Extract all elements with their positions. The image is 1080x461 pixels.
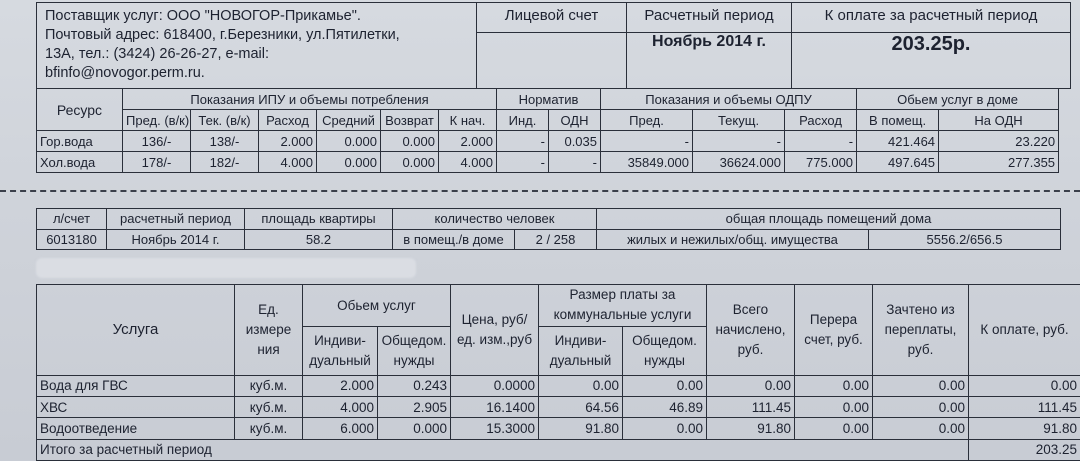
column-header: Расход bbox=[785, 110, 857, 131]
resource-name: Гор.вода bbox=[37, 131, 123, 152]
table-row bbox=[37, 375, 1080, 396]
cell: 0.00 bbox=[539, 375, 623, 396]
cell: - bbox=[601, 131, 693, 152]
cell: 2.000 bbox=[259, 131, 317, 152]
cell: 46.89 bbox=[623, 396, 707, 417]
cell: - bbox=[785, 131, 857, 152]
cell: 4.000 bbox=[303, 396, 378, 417]
column-header: Инд. bbox=[497, 110, 549, 131]
cell: 16.1400 bbox=[451, 396, 539, 417]
cell: 775.000 bbox=[785, 152, 857, 173]
column-header: Пред. bbox=[601, 110, 693, 131]
supplier-line: Поставщик услуг: ООО "НОВОГОР-Прикамье". bbox=[45, 8, 361, 24]
cell: 0.00 bbox=[795, 396, 873, 417]
house-volume-header: Обьем услуг в доме bbox=[857, 89, 1059, 110]
service-name: Водоотведение bbox=[37, 418, 235, 439]
period-label: Расчетный период bbox=[627, 3, 792, 33]
column-header: К нач. bbox=[439, 110, 497, 131]
norm-header: Норматив bbox=[497, 89, 601, 110]
cell: 64.56 bbox=[539, 396, 623, 417]
cell: 91.80 bbox=[539, 418, 623, 439]
cell: 182/- bbox=[191, 152, 259, 173]
cell: 111.45 bbox=[969, 396, 1080, 417]
total-row bbox=[37, 439, 1080, 460]
account-table bbox=[36, 208, 1061, 250]
cell: 4.000 bbox=[259, 152, 317, 173]
cell: 6.000 bbox=[303, 418, 378, 439]
total-label: Итого за расчетный период bbox=[37, 439, 969, 460]
receipt-header bbox=[36, 2, 1071, 89]
recalc-header: Перера счет, руб. bbox=[795, 285, 873, 376]
cell: 136/- bbox=[123, 131, 191, 152]
period-value-2: Ноябрь 2014 г. bbox=[107, 229, 245, 250]
cell: 497.645 bbox=[857, 152, 939, 173]
resource-header: Ресурс bbox=[37, 89, 123, 131]
table-row bbox=[37, 131, 1059, 152]
cell: 91.80 bbox=[707, 418, 795, 439]
account-value bbox=[477, 33, 627, 89]
cell: 36624.000 bbox=[693, 152, 785, 173]
area-value: 58.2 bbox=[245, 229, 393, 250]
cell: 0.00 bbox=[623, 375, 707, 396]
payment-header: Размер платы за коммунальные услуги bbox=[539, 285, 707, 327]
account-label: Лицевой счет bbox=[477, 3, 627, 33]
cell: 0.000 bbox=[317, 131, 381, 152]
cell: 0.00 bbox=[969, 375, 1080, 396]
column-header: ОДН bbox=[549, 110, 601, 131]
cell: 91.80 bbox=[969, 418, 1080, 439]
due-label: К оплате за расчетный период bbox=[792, 3, 1071, 33]
cell: куб.м. bbox=[235, 396, 303, 417]
pay-common-header: Общедом. нужды bbox=[623, 326, 707, 375]
cell: 178/- bbox=[123, 152, 191, 173]
service-name: Вода для ГВС bbox=[37, 375, 235, 396]
supplier-line: Почтовый адрес: 618400, г.Березники, ул.Пятилетки, bbox=[45, 27, 400, 43]
supplier-info bbox=[37, 3, 477, 89]
column-header: Текущ. bbox=[693, 110, 785, 131]
area-kind-label: жилых и нежилых/общ. имущества bbox=[597, 229, 869, 250]
total-value: 203.25 bbox=[969, 439, 1080, 460]
cell: 4.000 bbox=[439, 152, 497, 173]
ipu-header: Показания ИПУ и объемы потребления bbox=[123, 89, 497, 110]
cut-line bbox=[0, 190, 1080, 192]
cell: - bbox=[497, 152, 549, 173]
cell: 15.3000 bbox=[451, 418, 539, 439]
cell: 0.000 bbox=[381, 131, 439, 152]
total-header: Всего начислено, руб. bbox=[707, 285, 795, 376]
cell: 0.00 bbox=[795, 418, 873, 439]
period-header: расчетный период bbox=[107, 209, 245, 230]
cell: 421.464 bbox=[857, 131, 939, 152]
people-label: в помещ./в доме bbox=[393, 229, 515, 250]
meter-readings-table bbox=[36, 88, 1059, 173]
due-value: 203.25р. bbox=[792, 33, 1071, 89]
table-row bbox=[37, 418, 1080, 439]
due-header: К оплате, руб. bbox=[969, 285, 1080, 376]
cell: 0.00 bbox=[707, 375, 795, 396]
supplier-line: bfinfo@novogor.perm.ru. bbox=[45, 65, 205, 81]
supplier-line: 13А, тел.: (3424) 26-26-27, e-mail: bbox=[45, 46, 270, 62]
acc-value: 6013180 bbox=[37, 229, 107, 250]
cell: 23.220 bbox=[939, 131, 1059, 152]
volume-header: Обьем услуг bbox=[303, 285, 451, 327]
cell: 0.00 bbox=[873, 396, 969, 417]
cell: - bbox=[549, 152, 601, 173]
cell: 2.000 bbox=[439, 131, 497, 152]
table-row bbox=[37, 152, 1059, 173]
people-header: количество человек bbox=[393, 209, 597, 230]
period-value: Ноябрь 2014 г. bbox=[627, 33, 792, 89]
table-row bbox=[37, 396, 1080, 417]
cell: 0.00 bbox=[795, 375, 873, 396]
cell: 138/- bbox=[191, 131, 259, 152]
column-header: Возврат bbox=[381, 110, 439, 131]
volume-common-header: Общедом. нужды bbox=[378, 326, 451, 375]
column-header: Пред. (в/к) bbox=[123, 110, 191, 131]
odpu-header: Показания и объемы ОДПУ bbox=[601, 89, 857, 110]
cell: 35849.000 bbox=[601, 152, 693, 173]
cell: 2.000 bbox=[303, 375, 378, 396]
cell: 0.00 bbox=[873, 418, 969, 439]
overpay-header: Зачтено из переплаты, руб. bbox=[873, 285, 969, 376]
services-table bbox=[36, 284, 1080, 461]
total-area-value: 5556.2/656.5 bbox=[869, 229, 1061, 250]
cell: 0.0000 bbox=[451, 375, 539, 396]
cell: 111.45 bbox=[707, 396, 795, 417]
cell: куб.м. bbox=[235, 375, 303, 396]
cell: 0.00 bbox=[873, 375, 969, 396]
cell: 0.243 bbox=[378, 375, 451, 396]
column-header: Тек. (в/к) bbox=[191, 110, 259, 131]
total-area-header: общая площадь помещений дома bbox=[597, 209, 1061, 230]
column-header: Расход bbox=[259, 110, 317, 131]
cell: 0.000 bbox=[378, 418, 451, 439]
cell: - bbox=[693, 131, 785, 152]
unit-header: Ед. измере ния bbox=[235, 285, 303, 376]
column-header: На ОДН bbox=[939, 110, 1059, 131]
acc-header: л/счет bbox=[37, 209, 107, 230]
column-header: Средний bbox=[317, 110, 381, 131]
redacted-name bbox=[36, 258, 416, 278]
price-header: Цена, руб/ед. изм.,руб bbox=[451, 285, 539, 376]
cell: куб.м. bbox=[235, 418, 303, 439]
cell: 0.035 bbox=[549, 131, 601, 152]
cell: 0.000 bbox=[317, 152, 381, 173]
cell: - bbox=[497, 131, 549, 152]
people-value: 2 / 258 bbox=[515, 229, 597, 250]
service-header: Услуга bbox=[37, 285, 235, 376]
service-name: ХВС bbox=[37, 396, 235, 417]
cell: 0.00 bbox=[623, 418, 707, 439]
resource-name: Хол.вода bbox=[37, 152, 123, 173]
area-header: площадь квартиры bbox=[245, 209, 393, 230]
cell: 2.905 bbox=[378, 396, 451, 417]
column-header: В помещ. bbox=[857, 110, 939, 131]
cell: 0.000 bbox=[381, 152, 439, 173]
cell: 277.355 bbox=[939, 152, 1059, 173]
volume-ind-header: Индиви- дуальный bbox=[303, 326, 378, 375]
pay-ind-header: Индиви- дуальный bbox=[539, 326, 623, 375]
